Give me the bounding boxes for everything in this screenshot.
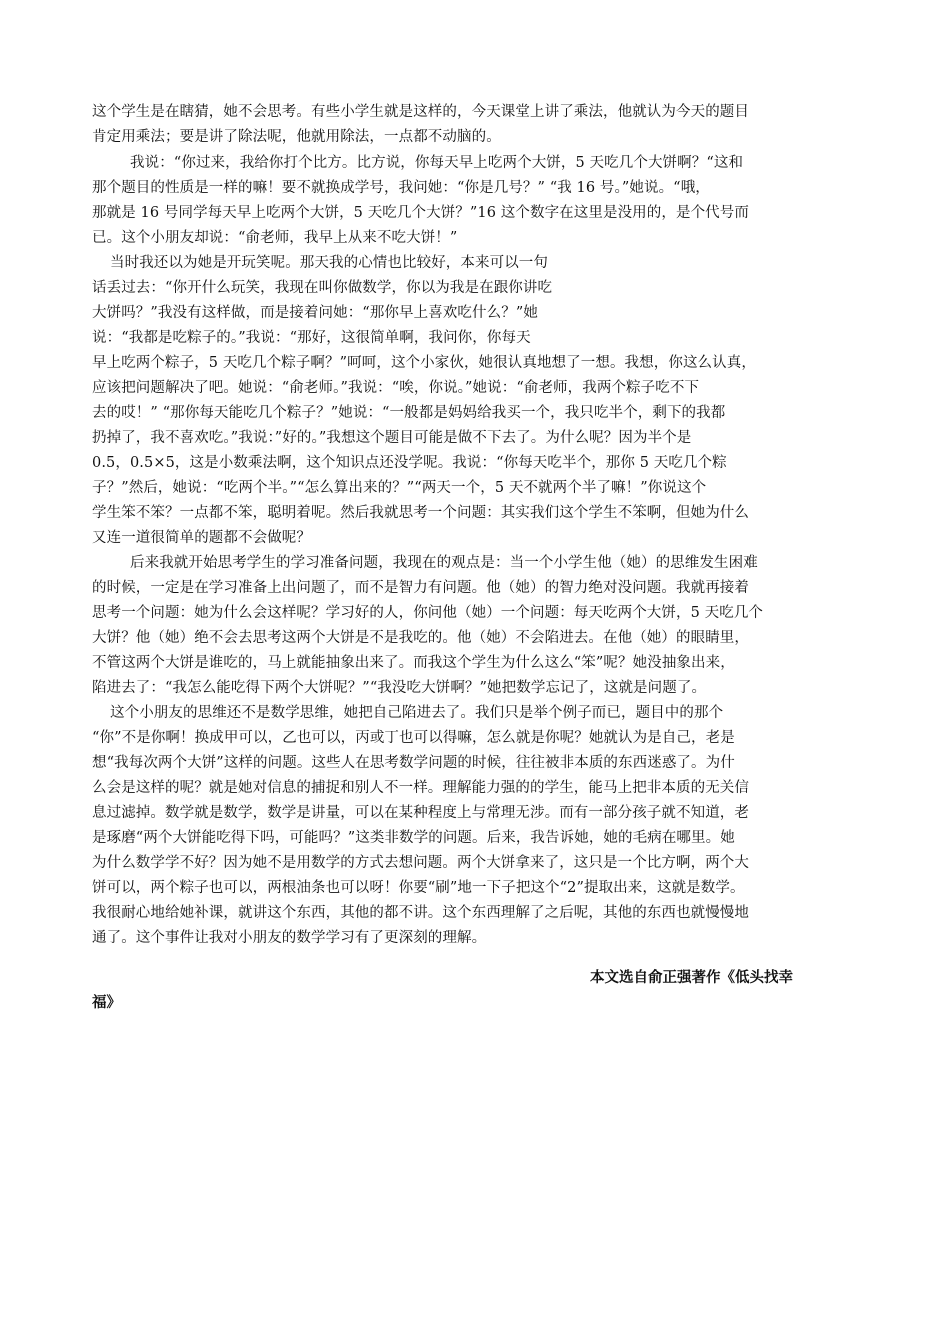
paragraph-line: 这个小朋友的思维还不是数学思维，她把自己陷进去了。我们只是举个例子而已，题目中的那个	[110, 705, 724, 721]
paragraph-line: 不管这两个大饼是谁吃的，马上就能抽象出来了。而我这个学生为什么这么“笨”呢？她没抽象出来，	[92, 655, 735, 671]
paragraph-line: 饼可以，两个粽子也可以，两根油条也可以呀！你要“刷”地一下子把这个“2”提取出来，这就是数学。	[92, 880, 745, 896]
paragraph-line: 思考一个问题：她为什么会这样呢？学习好的人，你问他（她）一个问题：每天吃两个大饼，5 天吃几个	[92, 605, 764, 621]
paragraph-line: 又连一道很简单的题都不会做呢？	[92, 530, 311, 546]
source-attribution-continued: 福》	[92, 995, 121, 1011]
paragraph-line: 这个学生是在瞎猜，她不会思考。有些小学生就是这样的，今天课堂上讲了乘法，他就认为今天的题目	[92, 104, 749, 120]
paragraph-line: “你”不是你啊！换成甲可以，乙也可以，丙或丁也可以得嘛，怎么就是你呢？她就认为是自己，老是	[92, 730, 735, 746]
paragraph-line: 早上吃两个粽子，5 天吃几个粽子啊？”呵呵，这个小家伙，她很认真地想了一想。我想，你这么认真，	[92, 355, 756, 371]
paragraph-line: 么会是这样的呢？就是她对信息的捕捉和别人不一样。理解能力强的的学生，能马上把非本质的无关信	[92, 780, 749, 796]
paragraph-line: 肯定用乘法；要是讲了除法呢，他就用除法，一点都不动脑的。	[92, 129, 501, 145]
paragraph-line: 当时我还以为她是开玩笑呢。那天我的心情也比较好，本来可以一句	[110, 255, 548, 271]
paragraph-line: 那就是 16 号同学每天早上吃两个大饼，5 天吃几个大饼？”16 这个数字在这里是没用的，是个代号而	[92, 205, 749, 221]
paragraph-line: 为什么数学学不好？因为她不是用数学的方式去想问题。两个大饼拿来了，这只是一个比方啊，两个大	[92, 855, 749, 871]
paragraph-line: 已。这个小朋友却说：“俞老师，我早上从来不吃大饼！”	[92, 230, 458, 246]
paragraph-line: 息过滤掉。数学就是数学，数学是讲量，可以在某种程度上与常理无涉。而有一部分孩子就不知道，老	[92, 805, 749, 821]
paragraph-line: 陷进去了：“我怎么能吃得下两个大饼呢？”“我没吃大饼啊？”她把数学忘记了，这就是问题了。	[92, 680, 707, 696]
paragraph-line: 应该把问题解决了吧。她说：“俞老师。”我说：“唉，你说。”她说：“俞老师，我两个粽子吃不下	[92, 380, 700, 396]
paragraph-line: 那个题目的性质是一样的嘛！要不就换成学号，我问她：“你是几号？” “我 16 号。”她说。“哦，	[92, 180, 710, 196]
paragraph-line: 是琢磨“两个大饼能吃得下吗，可能吗？”这类非数学的问题。后来，我告诉她，她的毛病在哪里。她	[92, 830, 735, 846]
source-attribution: 本文选自俞正强著作《低头找幸	[590, 970, 793, 986]
paragraph-line: 0.5，0.5×5，这是小数乘法啊，这个知识点还没学呢。我说：“你每天吃半个，那你 5 天吃几个粽	[92, 455, 727, 471]
paragraph-line: 子？”然后，她说：“吃两个半。”“怎么算出来的？”“两天一个，5 天不就两个半了嘛！”你说这个	[92, 480, 707, 496]
paragraph-line: 去的哎！” “那你每天能吃几个粽子？”她说：“一般都是妈妈给我买一个，我只吃半个，剩下的我都	[92, 405, 726, 421]
paragraph-line: 我说：“你过来，我给你打个比方。比方说，你每天早上吃两个大饼，5 天吃几个大饼啊？“这和	[130, 155, 744, 171]
paragraph-line: 想“我每次两个大饼”这样的问题。这些人在思考数学问题的时候，往往被非本质的东西迷惑了。为什	[92, 755, 735, 771]
paragraph-line: 大饼？他（她）绝不会去思考这两个大饼是不是我吃的。他（她）不会陷进去。在他（她）的眼睛里，	[92, 630, 749, 646]
paragraph-line: 扔掉了，我不喜欢吃。”我说：”好的。”我想这个题目可能是做不下去了。为什么呢？因为半个是	[92, 430, 692, 446]
paragraph-line: 后来我就开始思考学生的学习准备问题，我现在的观点是：当一个小学生他（她）的思维发生困难	[130, 555, 758, 571]
paragraph-line: 大饼吗？”我没有这样做，而是接着问她：“那你早上喜欢吃什么？”她	[92, 305, 538, 321]
paragraph-line: 说：“我都是吃粽子的。”我说：“那好，这很简单啊，我问你，你每天	[92, 330, 531, 346]
paragraph-line: 话丢过去：“你开什么玩笑，我现在叫你做数学，你以为我是在跟你讲吃	[92, 280, 553, 296]
paragraph-line: 通了。这个事件让我对小朋友的数学学习有了更深刻的理解。	[92, 930, 487, 946]
paragraph-line: 我很耐心地给她补课，就讲这个东西，其他的都不讲。这个东西理解了之后呢，其他的东西也就慢慢地	[92, 905, 749, 921]
paragraph-line: 的时候，一定是在学习准备上出问题了，而不是智力有问题。他（她）的智力绝对没问题。我就再接着	[92, 580, 749, 596]
paragraph-line: 学生笨不笨？一点都不笨，聪明着呢。然后我就思考一个问题：其实我们这个学生不笨啊，但她为什么	[92, 505, 749, 521]
